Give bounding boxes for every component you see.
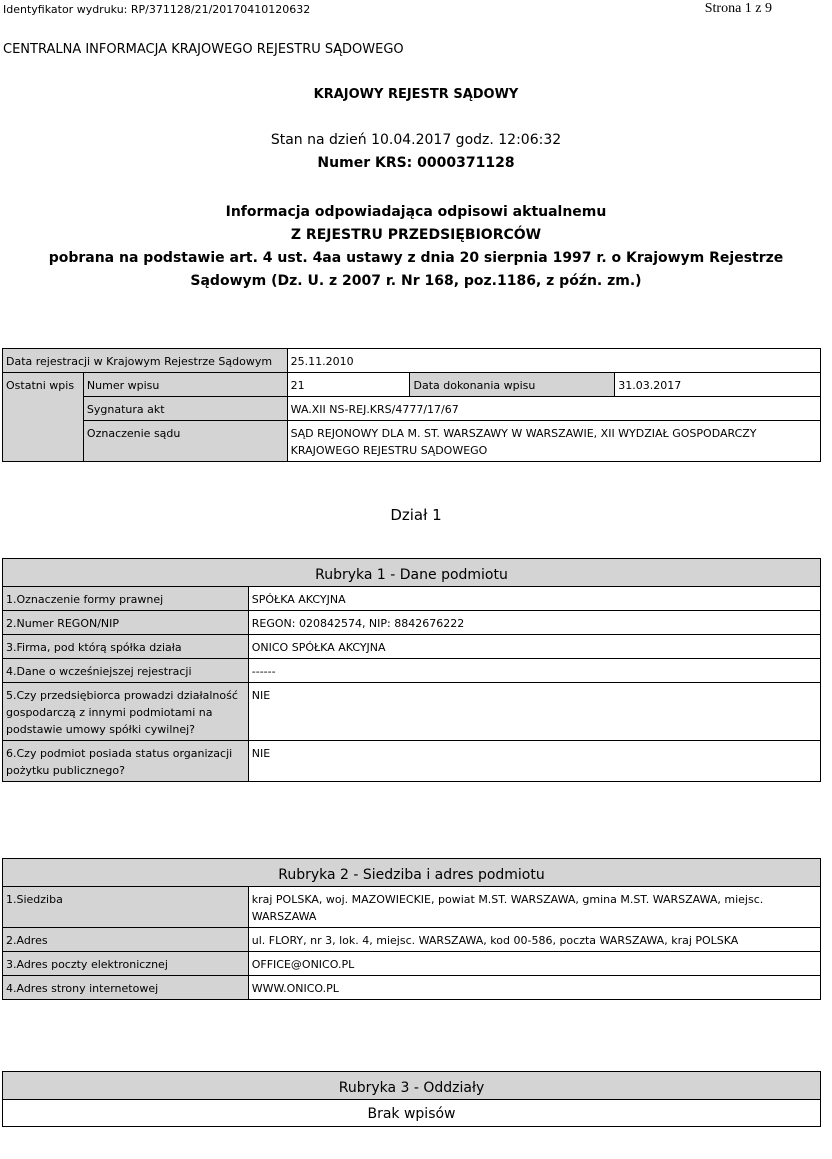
rubryka-3-title: Rubryka 3 - Oddziały	[3, 1072, 821, 1100]
krs-number: Numer KRS: 0000371128	[317, 155, 515, 171]
court-label: Oznaczenie sądu	[83, 421, 287, 462]
field-value-line: SPÓŁKA AKCYJNA	[251, 593, 346, 606]
field-label	[3, 887, 249, 928]
field-value	[248, 683, 820, 741]
table-row	[3, 741, 821, 782]
field-label	[3, 976, 249, 1000]
info-line-1: Informacja odpowiadająca odpisowi aktualnemu	[225, 204, 607, 220]
entry-date-value: 31.03.2017	[615, 373, 821, 397]
field-value-line: OFFICE@ONICO.PL	[251, 958, 355, 971]
field-label-line: 6.Czy podmiot posiada status organizacji	[6, 747, 233, 760]
info-line-4: Sądowym (Dz. U. z 2007 r. Nr 168, poz.1186, z późn. zm.)	[190, 273, 642, 289]
table-row	[3, 683, 821, 741]
field-label-line: gospodarczą z innymi podmiotami na	[6, 706, 213, 719]
field-label-line: 3.Firma, pod którą spółka działa	[6, 641, 182, 654]
field-value	[248, 587, 820, 611]
signature-value: WA.XII NS-REJ.KRS/4777/17/67	[287, 397, 820, 421]
table-row	[3, 349, 821, 373]
field-label	[3, 587, 249, 611]
status-date: Stan na dzień 10.04.2017 godz. 12:06:32	[270, 132, 562, 148]
signature-label: Sygnatura akt	[83, 397, 287, 421]
entry-date-label: Data dokonania wpisu	[410, 373, 615, 397]
extract-info	[0, 201, 832, 293]
field-value-line: WWW.ONICO.PL	[251, 982, 339, 995]
field-label-line: 2.Numer REGON/NIP	[6, 617, 120, 630]
table-row	[3, 887, 821, 928]
field-label	[3, 635, 249, 659]
field-label	[3, 928, 249, 952]
court-value-line: SĄD REJONOWY DLA M. ST. WARSZAWY W WARSZAWIE, XII WYDZIAŁ GOSPODARCZY	[290, 427, 757, 440]
page-number: Strona 1 z 9	[704, 1, 772, 16]
info-line-2: Z REJESTRU PRZEDSIĘBIORCÓW	[290, 227, 542, 243]
field-value-line: WARSZAWA	[251, 910, 317, 923]
field-label-line: 1.Siedziba	[6, 893, 63, 906]
field-value-line: NIE	[251, 747, 271, 760]
field-label	[3, 683, 249, 741]
table-row	[3, 421, 821, 462]
table-row	[3, 587, 821, 611]
field-value	[248, 611, 820, 635]
field-value-line: REGON: 020842574, NIP: 8842676222	[251, 617, 465, 630]
court-value	[287, 421, 820, 462]
field-value	[248, 952, 820, 976]
entry-number-label: Numer wpisu	[83, 373, 287, 397]
court-value-line: KRAJOWEGO REJESTRU SĄDOWEGO	[290, 444, 488, 457]
field-value	[248, 976, 820, 1000]
field-value-line: NIE	[251, 689, 271, 702]
last-entry-label: Ostatni wpis	[3, 373, 84, 462]
field-value	[248, 887, 820, 928]
rubryka-1-table	[2, 558, 821, 782]
rubryka-1-title: Rubryka 1 - Dane podmiotu	[3, 559, 821, 587]
field-label	[3, 952, 249, 976]
info-line-3: pobrana na podstawie art. 4 ust. 4aa ustawy z dnia 20 sierpnia 1997 r. o Krajowym Rejestrze	[48, 250, 784, 266]
rubryka-2-title: Rubryka 2 - Siedziba i adres podmiotu	[3, 859, 821, 887]
cik-heading: CENTRALNA INFORMACJA KRAJOWEGO REJESTRU SĄDOWEGO	[3, 42, 404, 57]
rubryka-2-table	[2, 858, 821, 1000]
field-value-line: ul. FLORY, nr 3, lok. 4, miejsc. WARSZAWA, kod 00-586, poczta WARSZAWA, kraj POLSKA	[251, 934, 739, 947]
table-row	[3, 976, 821, 1000]
table-row	[3, 611, 821, 635]
no-entries-text: Brak wpisów	[3, 1100, 821, 1127]
entry-number-value: 21	[287, 373, 410, 397]
registration-table	[2, 348, 821, 462]
field-label-line: 4.Adres strony internetowej	[6, 982, 159, 995]
field-label-line: 4.Dane o wcześniejszej rejestracji	[6, 665, 192, 678]
table-row	[3, 397, 821, 421]
registration-date-label: Data rejestracji w Krajowym Rejestrze Sądowym	[3, 349, 288, 373]
field-label	[3, 741, 249, 782]
field-label	[3, 611, 249, 635]
table-row	[3, 659, 821, 683]
table-row	[3, 373, 821, 397]
table-row	[3, 928, 821, 952]
rubryka-3-table	[2, 1071, 821, 1127]
registration-date-value: 25.11.2010	[287, 349, 820, 373]
field-value-line: ONICO SPÓŁKA AKCYJNA	[251, 641, 386, 654]
field-value	[248, 928, 820, 952]
field-label-line: 3.Adres poczty elektronicznej	[6, 958, 168, 971]
field-label-line: pożytku publicznego?	[6, 764, 125, 777]
field-label-line: 1.Oznaczenie formy prawnej	[6, 593, 164, 606]
register-title: KRAJOWY REJESTR SĄDOWY	[313, 87, 519, 102]
table-row	[3, 952, 821, 976]
print-identifier: Identyfikator wydruku: RP/371128/21/20170410120632	[3, 3, 311, 16]
field-value	[248, 635, 820, 659]
field-value-line: ------	[251, 665, 276, 678]
field-label-line: podstawie umowy spółki cywilnej?	[6, 723, 196, 736]
field-value	[248, 741, 820, 782]
section-title: Dział 1	[390, 506, 442, 524]
field-label-line: 5.Czy przedsiębiorca prowadzi działalność	[6, 689, 238, 702]
field-label-line: 2.Adres	[6, 934, 48, 947]
field-value-line: kraj POLSKA, woj. MAZOWIECKIE, powiat M.ST. WARSZAWA, gmina M.ST. WARSZAWA, miejsc.	[251, 893, 764, 906]
table-row	[3, 635, 821, 659]
field-value	[248, 659, 820, 683]
field-label	[3, 659, 249, 683]
